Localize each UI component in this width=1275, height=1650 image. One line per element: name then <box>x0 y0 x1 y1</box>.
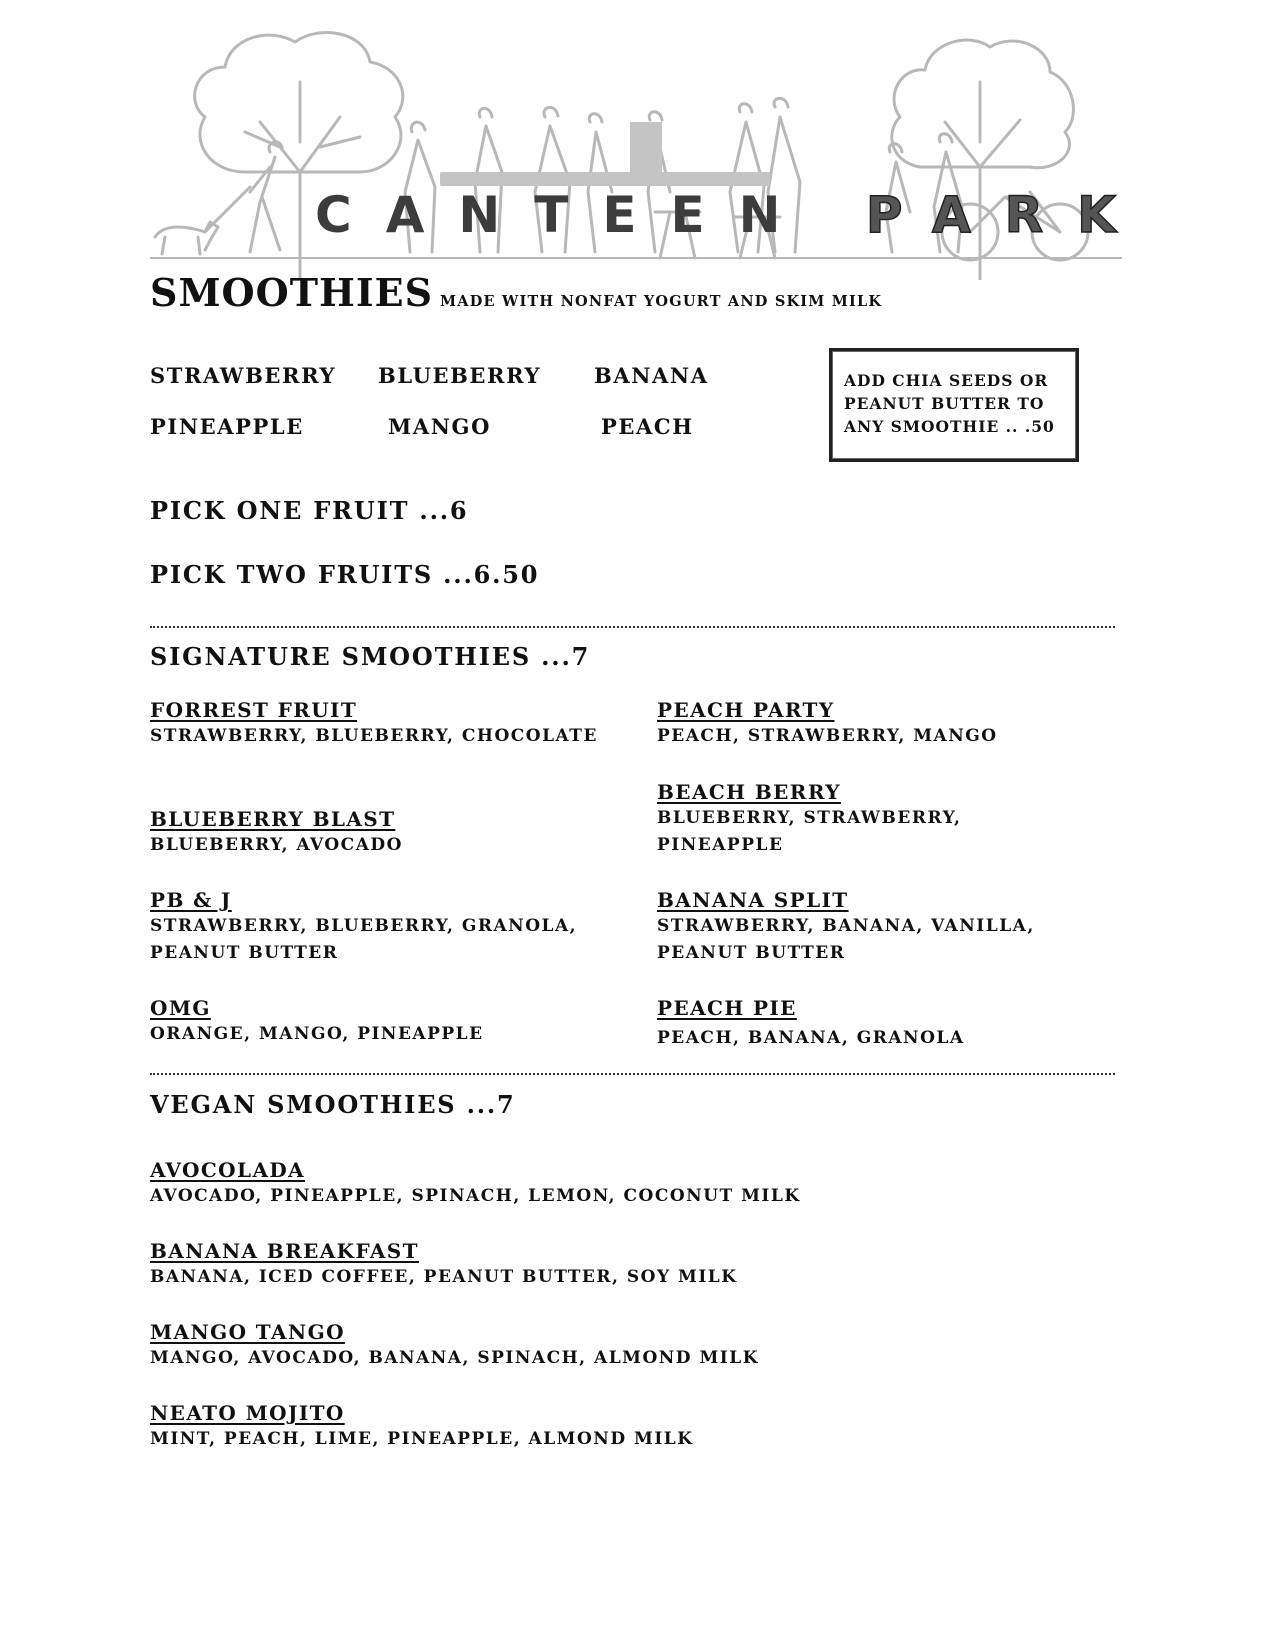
fruit-option: PINEAPPLE <box>150 414 304 439</box>
brand-word-park: PARK <box>865 186 1150 244</box>
menu-item <box>150 1319 1050 1372</box>
menu-item-desc: MINT, PEACH, LIME, PINEAPPLE, ALMOND MILK <box>150 1429 694 1449</box>
menu-item <box>150 1238 1050 1291</box>
menu-item-name: BEACH BERRY <box>657 780 841 804</box>
menu-item <box>150 887 620 967</box>
pick-two-price: PICK TWO FRUITS ...6.50 <box>150 560 540 589</box>
menu-item-name: MANGO TANGO <box>150 1320 345 1344</box>
walker-icon <box>250 142 282 252</box>
menu-item-desc: MANGO, AVOCADO, BANANA, SPINACH, ALMOND MILK <box>150 1348 759 1368</box>
menu-item-desc: ORANGE, MANGO, PINEAPPLE <box>150 1024 484 1044</box>
menu-item-name: PEACH PARTY <box>657 698 835 722</box>
signature-heading: SIGNATURE SMOOTHIES ...7 <box>150 642 591 671</box>
page-subtitle: MADE WITH NONFAT YOGURT AND SKIM MILK <box>440 293 883 310</box>
menu-item <box>657 887 1087 967</box>
menu-item-desc: PEACH, STRAWBERRY, MANGO <box>657 726 998 746</box>
fruit-option: STRAWBERRY <box>150 363 337 388</box>
menu-item-name: BLUEBERRY BLAST <box>150 807 396 831</box>
menu-item <box>150 1157 1050 1210</box>
addon-note-text: ADD CHIA SEEDS OR PEANUT BUTTER TO ANY SMOOTHIE .. .50 <box>844 371 1055 436</box>
menu-item-desc: BANANA, ICED COFFEE, PEANUT BUTTER, SOY MILK <box>150 1267 738 1287</box>
menu-item-name: PEACH PIE <box>657 996 797 1020</box>
menu-item <box>150 1400 1050 1453</box>
vegan-heading: VEGAN SMOOTHIES ...7 <box>150 1090 516 1119</box>
menu-item-desc: BLUEBERRY, STRAWBERRY, PINEAPPLE <box>657 808 962 855</box>
menu-item-desc: BLUEBERRY, AVOCADO <box>150 835 403 855</box>
menu-item <box>150 995 620 1048</box>
page-title: SMOOTHIES <box>150 270 434 315</box>
menu-item-name: AVOCOLADA <box>150 1158 306 1182</box>
dog-icon <box>155 187 250 254</box>
fruit-option: BANANA <box>594 363 709 388</box>
menu-item-name: PB & J <box>150 888 232 912</box>
addon-note-box <box>829 348 1079 462</box>
section-divider <box>150 626 1115 628</box>
menu-item-name: NEATO MOJITO <box>150 1401 345 1425</box>
section-divider <box>150 1073 1115 1075</box>
menu-item-name: BANANA SPLIT <box>657 888 849 912</box>
brand-logo <box>315 186 1150 256</box>
menu-item-name: FORREST FRUIT <box>150 698 358 722</box>
menu-item <box>657 779 1087 859</box>
menu-item-desc: STRAWBERRY, BLUEBERRY, CHOCOLATE <box>150 726 598 746</box>
fruit-option: BLUEBERRY <box>378 363 542 388</box>
menu-item <box>150 697 620 750</box>
fruit-option: MANGO <box>388 414 491 439</box>
canteen-counter-icon <box>440 172 770 186</box>
menu-item-name: BANANA BREAKFAST <box>150 1239 419 1263</box>
brand-word-canteen: CANTEEN <box>315 186 815 244</box>
menu-item <box>657 697 1087 750</box>
menu-item-desc: PEACH, BANANA, GRANOLA <box>657 1028 965 1048</box>
menu-item-name: OMG <box>150 996 211 1020</box>
menu-item <box>150 806 620 859</box>
fruit-option: PEACH <box>601 414 694 439</box>
menu-item-desc: STRAWBERRY, BANANA, VANILLA, PEANUT BUTTER <box>657 916 1035 963</box>
pick-one-price: PICK ONE FRUIT ...6 <box>150 496 469 525</box>
menu-item <box>657 995 1087 1052</box>
menu-item-desc: STRAWBERRY, BLUEBERRY, GRANOLA, PEANUT BUTTER <box>150 916 578 963</box>
menu-item-desc: AVOCADO, PINEAPPLE, SPINACH, LEMON, COCONUT MILK <box>150 1186 801 1206</box>
right-tree-icon <box>892 40 1074 168</box>
